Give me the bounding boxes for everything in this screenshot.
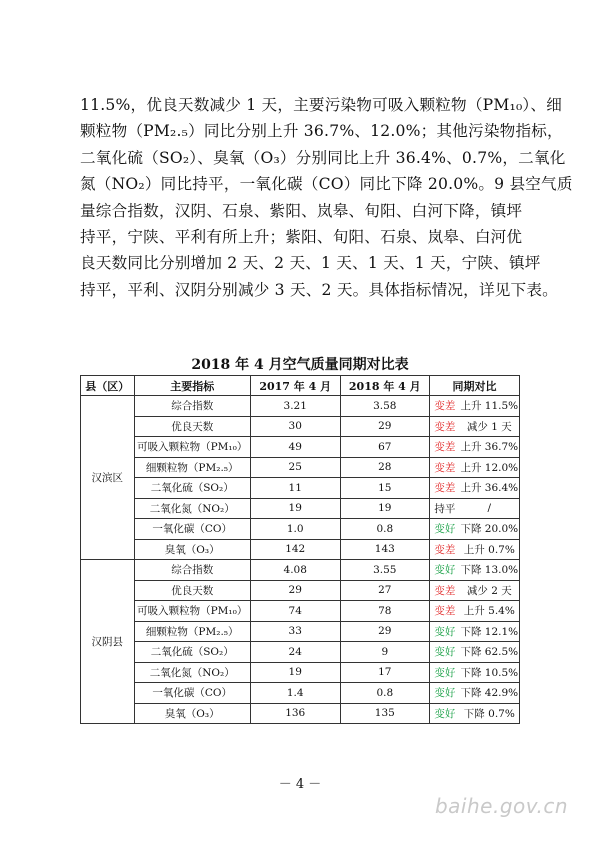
- paragraph-line: 二氧化硫（SO₂）、臭氧（O₃）分别同比上升 36.4%、0.7%，二氧化: [80, 148, 566, 167]
- table-header-row: [81, 376, 520, 396]
- header-county: 县（区）: [81, 376, 135, 396]
- table-row: [81, 560, 520, 581]
- table-row: [81, 396, 520, 417]
- trend-cell: 变好: [430, 519, 460, 540]
- value-2017-cell: 19: [250, 662, 340, 683]
- metric-cell: 臭氧（O₃）: [134, 703, 250, 724]
- header-compare: 同期对比: [430, 376, 520, 396]
- table-row: [81, 683, 520, 704]
- paragraph-line: 持平，宁陕、平利有所上升；紫阳、旬阳、石泉、岚皋、白河优: [80, 228, 523, 247]
- change-cell: 下降 13.0%: [460, 560, 520, 581]
- metric-cell: 二氧化氮（NO₂）: [134, 498, 250, 519]
- trend-cell: 变好: [430, 560, 460, 581]
- value-2018-cell: 143: [340, 539, 430, 560]
- metric-cell: 细颗粒物（PM₂.₅）: [134, 457, 250, 478]
- paragraph-line: 量综合指数，汉阴、石泉、紫阳、岚皋、旬阳、白河下降，镇坪: [80, 201, 523, 220]
- value-2017-cell: 1.4: [250, 683, 340, 704]
- table-row: [81, 519, 520, 540]
- value-2018-cell: 135: [340, 703, 430, 724]
- trend-cell: 变差: [430, 457, 460, 478]
- table-body: [81, 396, 520, 724]
- table-row: [81, 642, 520, 663]
- change-cell: 下降 42.9%: [460, 683, 520, 704]
- value-2018-cell: 17: [340, 662, 430, 683]
- value-2018-cell: 3.58: [340, 396, 430, 417]
- trend-cell: 变差: [430, 478, 460, 499]
- paragraph-line: 持平，平利、汉阴分别减少 3 天、2 天。具体指标情况，详见下表。: [80, 280, 558, 299]
- value-2017-cell: 3.21: [250, 396, 340, 417]
- metric-cell: 可吸入颗粒物（PM₁₀）: [134, 437, 250, 458]
- value-2017-cell: 4.08: [250, 560, 340, 581]
- change-cell: 下降 20.0%: [460, 519, 520, 540]
- change-cell: 上升 0.7%: [460, 539, 520, 560]
- change-cell: 上升 11.5%: [460, 396, 520, 417]
- value-2017-cell: 1.0: [250, 519, 340, 540]
- value-2018-cell: 0.8: [340, 519, 430, 540]
- change-cell: 减少 2 天: [460, 580, 520, 601]
- value-2017-cell: 11: [250, 478, 340, 499]
- value-2018-cell: 0.8: [340, 683, 430, 704]
- value-2017-cell: 33: [250, 621, 340, 642]
- change-cell: 下降 62.5%: [460, 642, 520, 663]
- county-cell: 汉阴县: [81, 560, 135, 724]
- trend-cell: 变差: [430, 601, 460, 622]
- value-2018-cell: 67: [340, 437, 430, 458]
- value-2017-cell: 136: [250, 703, 340, 724]
- header-2018: 2018 年 4 月: [340, 376, 430, 396]
- value-2018-cell: 27: [340, 580, 430, 601]
- table-row: [81, 437, 520, 458]
- change-cell: 上升 36.7%: [460, 437, 520, 458]
- value-2017-cell: 19: [250, 498, 340, 519]
- header-metric: 主要指标: [134, 376, 250, 396]
- change-cell: /: [460, 498, 520, 519]
- change-cell: 减少 1 天: [460, 416, 520, 437]
- value-2018-cell: 29: [340, 416, 430, 437]
- value-2017-cell: 49: [250, 437, 340, 458]
- body-paragraph: [80, 92, 573, 303]
- change-cell: 下降 0.7%: [460, 703, 520, 724]
- metric-cell: 细颗粒物（PM₂.₅）: [134, 621, 250, 642]
- metric-cell: 优良天数: [134, 580, 250, 601]
- trend-cell: 变差: [430, 437, 460, 458]
- trend-cell: 变差: [430, 416, 460, 437]
- value-2017-cell: 74: [250, 601, 340, 622]
- paragraph-line: 良天数同比分别增加 2 天、2 天、1 天、1 天、1 天，宁陕、镇坪: [80, 254, 541, 273]
- metric-cell: 一氧化碳（CO）: [134, 519, 250, 540]
- paragraph-line: 11.5%，优良天数减少 1 天，主要污染物可吸入颗粒物（PM₁₀）、细: [80, 96, 562, 114]
- value-2017-cell: 24: [250, 642, 340, 663]
- trend-cell: 变好: [430, 662, 460, 683]
- table-row: [81, 580, 520, 601]
- value-2017-cell: 142: [250, 539, 340, 560]
- change-cell: 上升 12.0%: [460, 457, 520, 478]
- trend-cell: 变好: [430, 621, 460, 642]
- change-cell: 下降 12.1%: [460, 621, 520, 642]
- value-2018-cell: 28: [340, 457, 430, 478]
- metric-cell: 二氧化硫（SO₂）: [134, 478, 250, 499]
- page-number: － 4 －: [278, 777, 322, 792]
- trend-cell: 变好: [430, 703, 460, 724]
- table-row: [81, 478, 520, 499]
- air-quality-table: [80, 375, 520, 724]
- trend-cell: 变差: [430, 396, 460, 417]
- trend-cell: 变差: [430, 539, 460, 560]
- trend-cell: 变好: [430, 642, 460, 663]
- metric-cell: 可吸入颗粒物（PM₁₀）: [134, 601, 250, 622]
- value-2018-cell: 15: [340, 478, 430, 499]
- trend-cell: 持平: [430, 498, 460, 519]
- value-2017-cell: 25: [250, 457, 340, 478]
- change-cell: 上升 36.4%: [460, 478, 520, 499]
- table-row: [81, 539, 520, 560]
- trend-cell: 变好: [430, 683, 460, 704]
- metric-cell: 二氧化氮（NO₂）: [134, 662, 250, 683]
- table-row: [81, 457, 520, 478]
- value-2018-cell: 29: [340, 621, 430, 642]
- change-cell: 上升 5.4%: [460, 601, 520, 622]
- trend-cell: 变差: [430, 580, 460, 601]
- watermark: baihe.gov.cn: [434, 794, 568, 818]
- metric-cell: 臭氧（O₃）: [134, 539, 250, 560]
- metric-cell: 综合指数: [134, 560, 250, 581]
- metric-cell: 一氧化碳（CO）: [134, 683, 250, 704]
- table-row: [81, 498, 520, 519]
- value-2018-cell: 19: [340, 498, 430, 519]
- value-2017-cell: 30: [250, 416, 340, 437]
- change-cell: 下降 10.5%: [460, 662, 520, 683]
- header-2017: 2017 年 4 月: [250, 376, 340, 396]
- value-2018-cell: 78: [340, 601, 430, 622]
- table-row: [81, 662, 520, 683]
- table-row: [81, 621, 520, 642]
- paragraph-line: 颗粒物（PM₂.₅）同比分别上升 36.7%、12.0%；其他污染物指标，: [80, 122, 563, 141]
- metric-cell: 二氧化硫（SO₂）: [134, 642, 250, 663]
- table-row: [81, 703, 520, 724]
- county-cell: 汉滨区: [81, 396, 135, 560]
- value-2017-cell: 29: [250, 580, 340, 601]
- paragraph-line: 氮（NO₂）同比持平，一氧化碳（CO）同比下降 20.0%。9 县空气质: [80, 175, 573, 194]
- value-2018-cell: 9: [340, 642, 430, 663]
- table-title: 2018 年 4 月空气质量同期对比表: [191, 357, 409, 373]
- metric-cell: 优良天数: [134, 416, 250, 437]
- metric-cell: 综合指数: [134, 396, 250, 417]
- value-2018-cell: 3.55: [340, 560, 430, 581]
- table-row: [81, 601, 520, 622]
- table-row: [81, 416, 520, 437]
